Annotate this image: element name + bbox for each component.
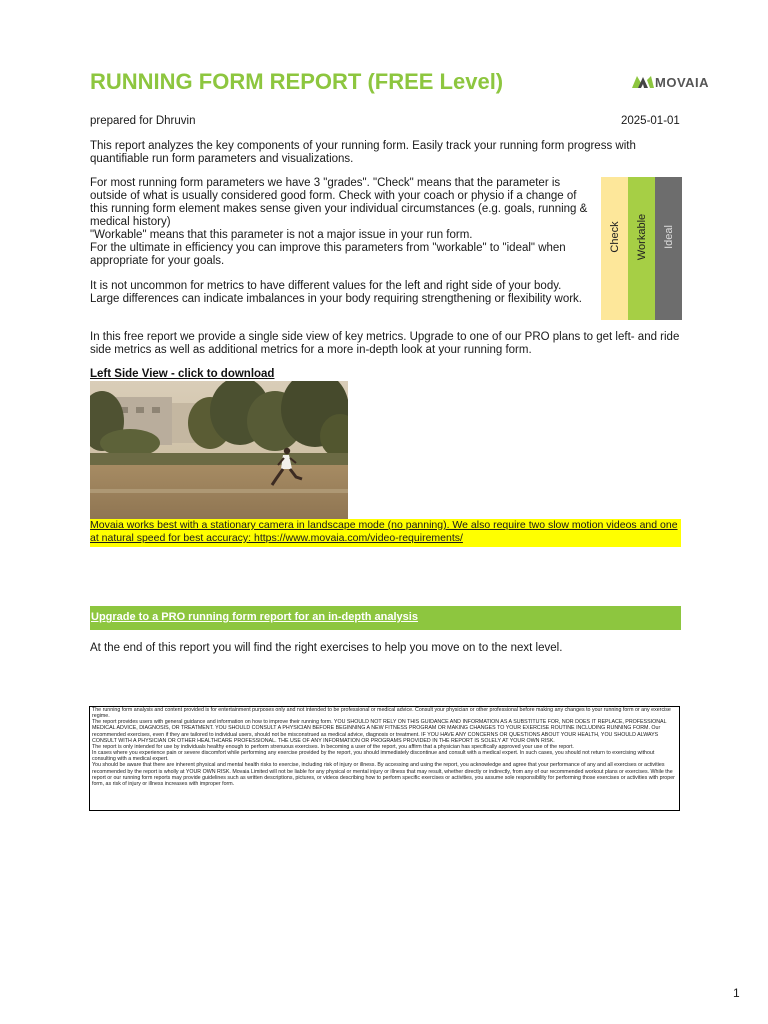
runner-photo[interactable] xyxy=(90,381,348,520)
upgrade-link[interactable]: Upgrade to a PRO running form report for an in-depth analysis xyxy=(91,611,418,623)
disclaimer-paragraph: You should be aware that there are inherent physical and mental health risks to exercise, including risk of injury or illness. By accessing and using the report, you acknowledge and agree that your performance of any and all exercises or activities recommended by the report is wholly at YOUR OWN RISK. Movaia Limited will not be liable for any physical or mental injury or illness that may result, whether directly or indirectly, from any of our recommended workout plans or exercises. While the report or our running form reports may provide guidelines such as written descriptions, pictures, or videos describing how to perform specific exercises or activities, you assume sole responsibility for performing those exercises or activities with proper form, as risk of injury or illness increases with improper form. xyxy=(92,762,675,787)
grade-check-label: Check xyxy=(608,221,621,253)
left-side-view-download-link[interactable]: Left Side View - click to download xyxy=(90,368,275,380)
logo-text: MOVAIA xyxy=(655,74,710,90)
grade-workable xyxy=(628,177,655,320)
camera-requirements-link[interactable]: Movaia works best with a stationary camera in landscape mode (no panning). We also require two slow motion videos and one at natural speed for best accuracy: https://www.movaia.com/video-requirements/ xyxy=(90,519,678,544)
report-date: 2025-01-01 xyxy=(621,115,680,127)
disclaimer-paragraph: In cases where you experience pain or severe discomfort while performing any exercise provided by the report, you should immediately discontinue and consult with a medical expert. In such cases, you should not return to exercising without consulting with a medical expert. xyxy=(92,750,655,763)
disclaimer-paragraph: The running form analysis and content provided is for entertainment purposes only and not intended to be professional or medical advice. Consult your physician or other professional before making any changes to your running form or any exercise regime. xyxy=(92,707,671,720)
grade-legend xyxy=(601,177,682,320)
grades-text-ideal: For the ultimate in efficiency you can improve this parameters from "workable" to "ideal" when appropriate for your goals. xyxy=(90,242,566,267)
page-number: 1 xyxy=(733,986,740,1000)
camera-requirements-note[interactable] xyxy=(90,519,681,547)
runner-photo-image xyxy=(90,381,348,520)
end-note: At the end of this report you will find the right exercises to help you move on to the next level. xyxy=(90,642,563,654)
movaia-logo xyxy=(632,74,709,90)
grade-check xyxy=(601,177,628,320)
grades-explanation xyxy=(90,177,590,268)
free-report-text: In this free report we provide a single side view of key metrics. Upgrade to one of our PRO plans to get left- and ride side metrics as well as additional metrics for a more in-depth look at your running form. xyxy=(90,331,680,356)
disclaimer-box xyxy=(89,706,680,811)
grades-text-check: For most running form parameters we have 3 "grades". "Check" means that the parameter is outside of what is usually considered good form. Check with your coach or physio if a change of this running form element makes sense given your individual circumstances (e.g. goals, running & medical history) xyxy=(90,177,588,228)
upgrade-banner[interactable] xyxy=(90,606,681,630)
report-title: RUNNING FORM REPORT (FREE Level) xyxy=(90,69,504,94)
grade-ideal-label: Ideal xyxy=(662,225,675,249)
disclaimer-paragraph: The report provides users with general guidance and information on how to improve their running form. YOU SHOULD NOT RELY ON THIS GUIDANCE AND INFORMATION AS A SUBSTITUTE FOR, NOR DOES IT REPLACE, PROFESSIONAL MEDICAL ADVICE, DIAGNOSIS, OR TREATMENT. YOU SHOULD CONSULT A PHYSICIAN BEFORE BEGINNING A NEW FITNESS PROGRAM OR MAKING CHANGES TO YOUR EXERCISE ROUTINE INCLUDING RUNNING FORM. Our recommended exercises, even if they are tailored to individual users, should not be misconstrued as medical advice, diagnosis or treatment. IF YOU HAVE ANY CONCERNS OR QUESTIONS ABOUT YOUR HEALTH, YOU SHOULD ALWAYS CONSULT WITH A PHYSICIAN OR OTHER HEALTHCARE PROFESSIONAL. THE USE OF ANY INFORMATION OR PROGRAMS PROVIDED IN THE REPORT IS SOLELY AT YOUR OWN RISK. xyxy=(92,719,667,744)
disclaimer-paragraph: The report is only intended for use by individuals healthy enough to perform strenuous exercises. In becoming a user of the report, you affirm that a physician has specifically approved your use of the report. xyxy=(92,743,574,750)
grade-workable-label: Workable xyxy=(635,213,648,261)
grades-text-workable: "Workable" means that this parameter is not a major issue in your run form. xyxy=(90,229,473,241)
grade-ideal xyxy=(655,177,682,320)
movaia-m-icon xyxy=(632,74,654,90)
intro-text: This report analyzes the key components of your running form. Easily track your running form progress with quantifiable run form parameters and visualizations. xyxy=(90,140,636,165)
prepared-for: prepared for Dhruvin xyxy=(90,115,196,127)
imbalance-text: It is not uncommon for metrics to have different values for the left and right side of your body. Large differences can indicate imbalances in your body requiring strengthening or flexibility work. xyxy=(90,280,583,305)
